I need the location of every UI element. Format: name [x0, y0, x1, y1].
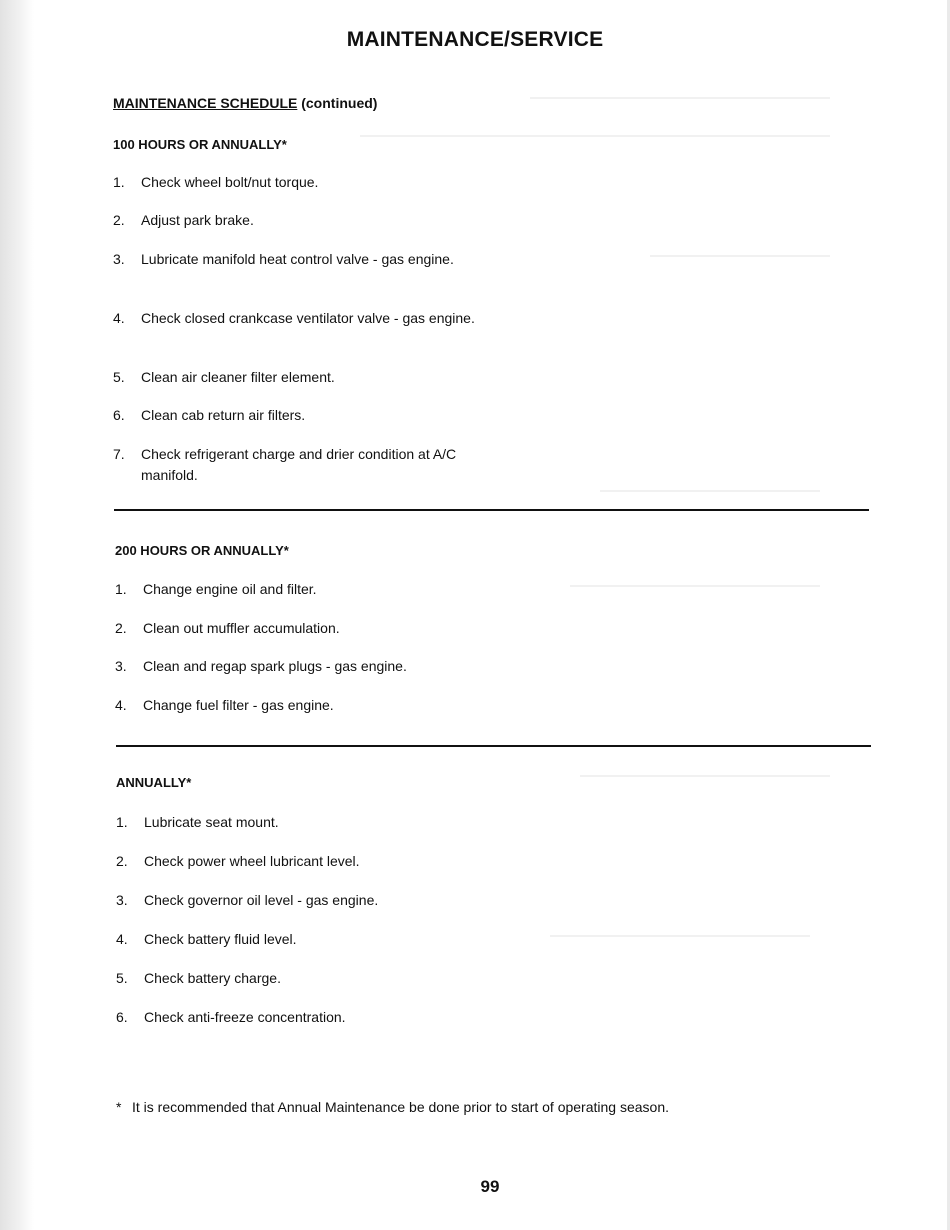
list-item: [113, 249, 458, 270]
list-item: [113, 444, 463, 486]
list-item: [115, 695, 485, 716]
list-item: [116, 929, 486, 950]
bleed-through-line: [530, 97, 830, 99]
item-text: Check refrigerant charge and drier condition at A/C manifold.: [141, 446, 457, 483]
scan-edge-shadow: [0, 0, 34, 1230]
item-text: Lubricate manifold heat control valve - gas engine.: [141, 251, 454, 267]
item-number: 1.: [116, 814, 128, 830]
footnote-marker: *: [116, 1099, 122, 1115]
item-text: Clean air cleaner filter element.: [141, 369, 335, 385]
item-number: 2.: [115, 620, 127, 636]
bleed-through-line: [360, 135, 830, 137]
list-item: [113, 210, 483, 231]
item-number: 3.: [116, 892, 128, 908]
list-item: [113, 405, 483, 426]
item-text: Check anti-freeze concentration.: [144, 1009, 346, 1025]
item-number: 2.: [113, 212, 125, 228]
list-item: [116, 890, 486, 911]
item-number: 3.: [115, 658, 127, 674]
list-item: [113, 367, 483, 388]
item-text: Check power wheel lubricant level.: [144, 853, 360, 869]
item-text: Change engine oil and filter.: [143, 581, 317, 597]
item-text: Check governor oil level - gas engine.: [144, 892, 379, 908]
bleed-through-line: [580, 775, 830, 777]
item-text: Check battery fluid level.: [144, 931, 297, 947]
section-title-200-hours: 200 HOURS OR ANNUALLY*: [115, 543, 289, 558]
section-title-annually: ANNUALLY*: [116, 775, 192, 790]
item-text: Clean cab return air filters.: [141, 407, 306, 423]
list-item: [115, 656, 485, 677]
item-number: 5.: [113, 369, 125, 385]
page-number: 99: [480, 1177, 500, 1196]
section-divider: [114, 509, 869, 511]
list-item: [116, 968, 486, 989]
section-title-100-hours: 100 HOURS OR ANNUALLY*: [113, 137, 287, 152]
item-text: Check battery charge.: [144, 970, 281, 986]
bleed-through-line: [600, 490, 820, 492]
section-divider: [116, 745, 871, 747]
subheading-continued: (continued): [297, 95, 378, 111]
item-text: Change fuel filter - gas engine.: [143, 697, 334, 713]
list-item: [116, 812, 486, 833]
item-number: 2.: [116, 853, 128, 869]
list-item: [113, 308, 478, 329]
bleed-through-line: [650, 255, 830, 257]
bleed-through-line: [550, 935, 810, 937]
list-item: [116, 851, 486, 872]
item-number: 6.: [113, 407, 125, 423]
item-number: 5.: [116, 970, 128, 986]
item-text: Lubricate seat mount.: [144, 814, 279, 830]
subheading-underlined: MAINTENANCE SCHEDULE: [113, 95, 298, 111]
item-number: 3.: [113, 251, 125, 267]
item-text: Clean and regap spark plugs - gas engine.: [143, 658, 407, 674]
footnote-text: It is recommended that Annual Maintenance be done prior to start of operating season.: [132, 1099, 669, 1115]
item-number: 6.: [116, 1009, 128, 1025]
item-text: Adjust park brake.: [141, 212, 254, 228]
list-item: [115, 618, 485, 639]
item-number: 4.: [116, 931, 128, 947]
footnote: [116, 1099, 669, 1115]
item-number: 4.: [115, 697, 127, 713]
item-text: Clean out muffler accumulation.: [143, 620, 340, 636]
list-item: [113, 172, 483, 193]
page-title: MAINTENANCE/SERVICE: [346, 28, 604, 51]
list-item: [115, 579, 485, 600]
bleed-through-line: [570, 585, 820, 587]
item-number: 1.: [113, 174, 125, 190]
item-number: 7.: [113, 446, 125, 462]
item-number: 1.: [115, 581, 127, 597]
list-item: [116, 1007, 486, 1028]
item-text: Check wheel bolt/nut torque.: [141, 174, 319, 190]
item-number: 4.: [113, 310, 125, 326]
schedule-subheading: [113, 95, 377, 111]
item-text: Check closed crankcase ventilator valve - gas engine.: [141, 310, 475, 326]
